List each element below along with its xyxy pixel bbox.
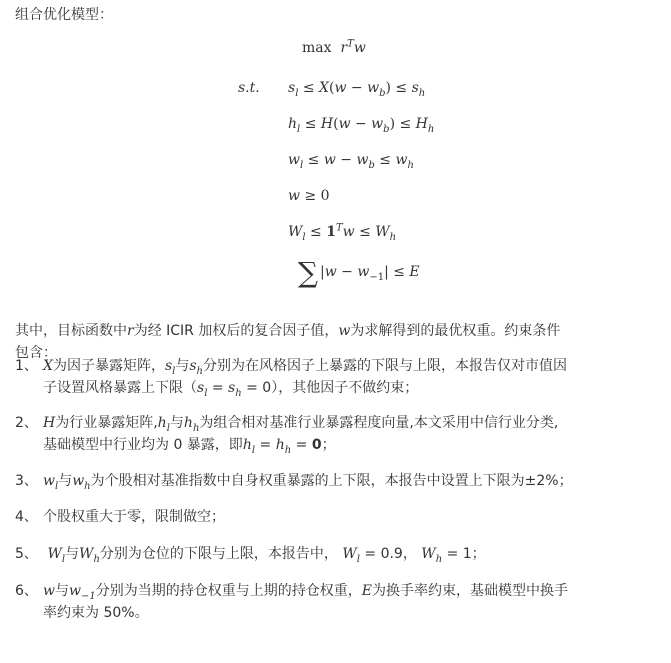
- list-number: 3、: [15, 473, 38, 489]
- list-number: 2、: [15, 415, 38, 431]
- list-item-text: 个股权重大于零，限制做空；: [43, 509, 225, 525]
- constraint-turnover: ∑ $|w - w_{-1}| \le E$: [298, 256, 420, 289]
- list-number: 5、: [15, 546, 38, 562]
- list-number: 4、: [15, 509, 38, 525]
- constraint-no-short: w ≥ 0: [288, 188, 330, 204]
- intro-paragraph: 其中，目标函数中r为经 ICIR 加权后的复合因子值，w为求解得到的最优权重。约束条件 包含：: [15, 323, 561, 361]
- constraint-style-exposure: $s_l \le X(w - w_b) \le s_h$: [288, 80, 426, 99]
- document-page: 组合优化模型： $\max r^Tw$ s.t. $s_l \le X(w - w_b) \le s_h$ $h_l \le H(w - w_b) \le H_h$ $w_l \le w - w_b \le w_h$ w ≥ 0 $W_l \le 1^Tw \le W_h$ ∑ $|w - w_{-1}| \le E$ 其中，目标函数中r为经 ICIR 加权后的复合因子值，w为求解得到的最优权重。约束条件 包含： 1、 X为因子暴露矩阵，$s_l$与$s_h$分别为在风格因子上暴露的下限与上限，本报告仅对市值因 子设置风格暴露上下限$(s_l = s_h = 0)$，其他因子不做约束； 2、 H为行业暴露矩阵$,h_l$与$h_h$为组合相对基准行业暴露程度向量,本文采用中信行业分类, 基础模型中行业均为 0 暴露，即$h_l = h_h = 0$； 3、 $w_l$与$w_h$为个股相对基准指数中自身权重暴露的上下限，本报告中设置上下限为±2%； 4、 个股权重大于零，限制做空； 5、 $W_l$与$W_h$分别为仓位的下限与上限，本报告中， $W_l = 0.9$， $W_h = 1$； 6、 w与$w_{-1}$分别为当期的持仓权重与上期的持仓权重，E为换手率约束，基础模型中换手 率约束为 50%。: [0, 0, 671, 663]
- list-number: 6、: [15, 583, 38, 599]
- constraint-stock-weight: $w_l \le w - w_b \le w_h$: [288, 152, 414, 171]
- constraint-industry-exposure: $h_l \le H(w - w_b) \le H_h$: [288, 116, 435, 135]
- constraint-position: $W_l \le 1^Tw \le W_h$: [288, 222, 397, 243]
- section-title: 组合优化模型：: [15, 7, 113, 23]
- list-number: 1、: [15, 358, 38, 374]
- objective-equation: $\max r^Tw$: [302, 38, 366, 56]
- subject-to-label: s.t.: [238, 80, 260, 96]
